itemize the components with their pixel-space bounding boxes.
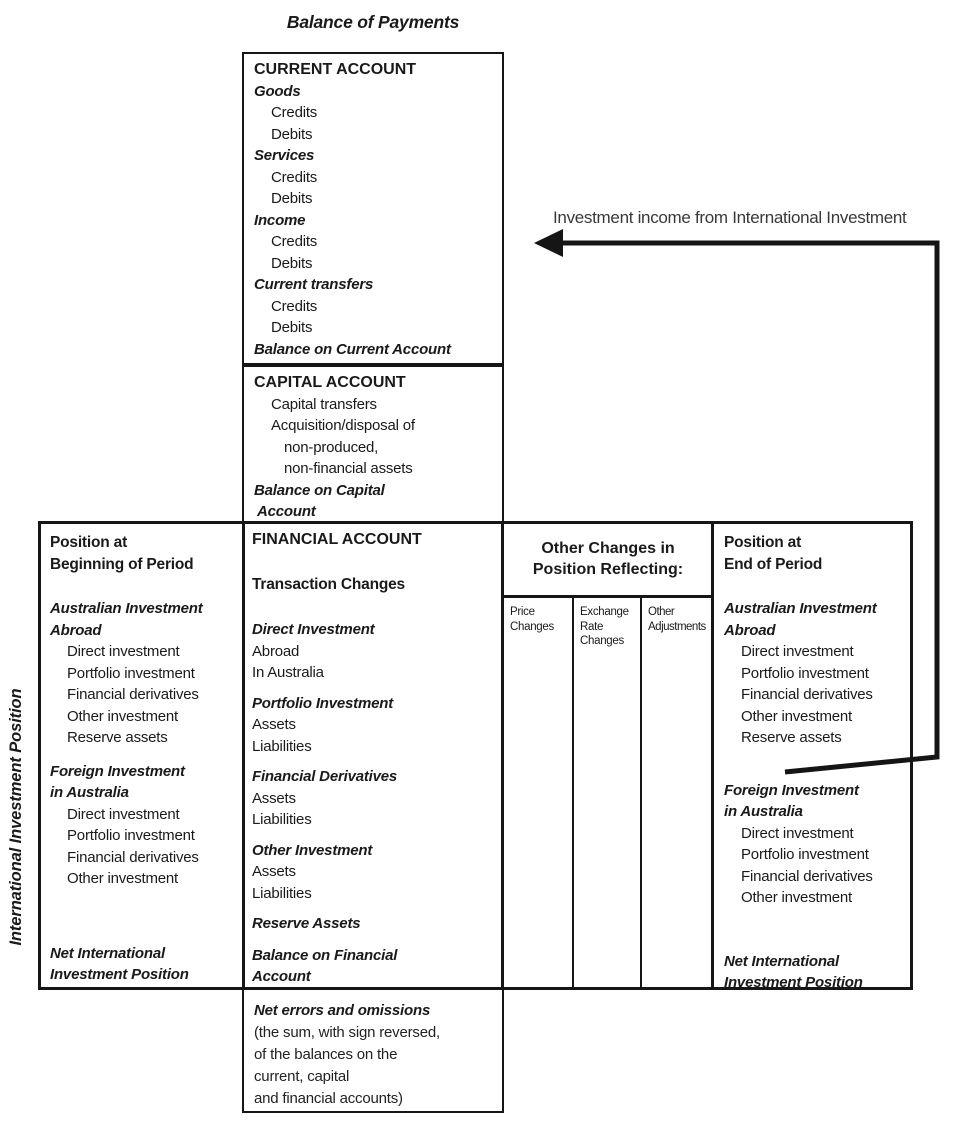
balance-financial-line2: Account [252, 968, 311, 985]
goods-debits: Debits [271, 125, 313, 143]
net-errors-line4: and financial accounts) [254, 1090, 403, 1107]
net-errors-line1: (the sum, with sign reversed, [254, 1024, 440, 1041]
net-errors-box [242, 988, 504, 1113]
current-transfers-debits: Debits [271, 319, 313, 336]
direct-in-australia: In Australia [252, 664, 324, 681]
portfolio-investment-label: Portfolio Investment [252, 694, 394, 712]
pos-begin-heading-line1: Position at [50, 534, 128, 551]
balance-capital-line2: Account [257, 503, 316, 520]
position-beginning-cell [50, 532, 240, 986]
begin-aia-label-line1: Australian Investment [50, 600, 203, 617]
other-changes-header-underline [501, 595, 714, 598]
begin-fia-label-line1: Foreign Investment [50, 762, 185, 780]
financial-account-heading: FINANCIAL ACCOUNT [252, 531, 422, 548]
end-aia-direct: Direct investment [741, 643, 854, 660]
investment-income-arrow-label: Investment income from International Investment [553, 208, 907, 227]
current-account-box [242, 52, 504, 365]
balance-financial-line1: Balance on Financial [252, 946, 398, 964]
begin-aia-other: Other investment [67, 707, 179, 725]
non-produced: non-produced, [284, 438, 379, 456]
end-fia-portfolio: Portfolio investment [741, 846, 869, 863]
begin-fia-portfolio: Portfolio investment [67, 827, 195, 844]
income-label: Income [254, 211, 306, 229]
other-changes-line1: Other Changes in [541, 540, 675, 557]
services-label: Services [254, 147, 315, 164]
begin-fia-direct: Direct investment [67, 805, 180, 823]
reserve-assets-label: Reserve Assets [252, 915, 361, 932]
acquisition-disposal: Acquisition/disposal of [271, 417, 415, 434]
end-net-iip-line1: Net International [724, 952, 839, 970]
end-aia-label-line2: Abroad [724, 621, 776, 639]
begin-aia-derivatives: Financial derivatives [67, 686, 199, 703]
direct-abroad: Abroad [252, 642, 300, 660]
portfolio-liabilities: Liabilities [252, 737, 312, 755]
direct-investment-label: Direct Investment [252, 621, 375, 638]
other-changes-line2: Position Reflecting: [532, 561, 684, 578]
transaction-changes-heading: Transaction Changes [252, 575, 405, 593]
other-investment-label: Other Investment [252, 841, 373, 859]
end-fia-label-line1: Foreign Investment [724, 781, 859, 799]
band-separator-center [501, 521, 504, 990]
band-separator-right [711, 521, 714, 990]
column-other-adjustments: Other Adjustments [648, 606, 706, 633]
other-assets: Assets [252, 863, 296, 880]
goods-credits: Credits [271, 104, 318, 121]
pos-end-heading-line1: Position at [724, 534, 802, 551]
begin-fia-derivatives: Financial derivatives [67, 848, 199, 866]
begin-net-iip-line1: Net International [50, 944, 165, 962]
arrow-head [534, 229, 563, 257]
capital-account-box [242, 365, 504, 523]
services-debits: Debits [271, 190, 313, 207]
end-aia-reserve: Reserve assets [741, 729, 842, 746]
end-fia-direct: Direct investment [741, 824, 854, 842]
begin-aia-label-line2: Abroad [50, 621, 102, 639]
end-fia-derivatives: Financial derivatives [741, 867, 873, 885]
column-price-changes: Price Changes [510, 606, 554, 633]
balance-current-account: Balance on Current Account [254, 340, 451, 358]
end-net-iip-line2: Investment Position [724, 974, 863, 991]
financial-account-cell [252, 529, 496, 988]
income-credits: Credits [271, 233, 318, 250]
current-transfers-credits: Credits [271, 297, 318, 315]
balance-capital-line1: Balance on Capital [254, 481, 385, 499]
column-separator-1 [572, 596, 574, 988]
income-debits: Debits [271, 254, 313, 272]
other-changes-header [505, 524, 711, 594]
begin-aia-portfolio: Portfolio investment [67, 664, 195, 682]
begin-net-iip-line2: Investment Position [50, 966, 189, 983]
current-transfers-label: Current transfers [254, 276, 374, 293]
net-errors-heading: Net errors and omissions [254, 1002, 431, 1019]
begin-fia-label-line2: in Australia [50, 784, 129, 801]
iip-rotated-label: International Investment Position [7, 688, 25, 946]
column-exchange-rate-changes: Exchange Rate Changes [580, 606, 629, 647]
begin-aia-reserve: Reserve assets [67, 729, 168, 746]
financial-derivatives-label: Financial Derivatives [252, 768, 398, 785]
band-separator-left [242, 521, 245, 990]
begin-aia-direct: Direct investment [67, 643, 180, 660]
end-aia-other: Other investment [741, 707, 853, 725]
other-liabilities: Liabilities [252, 884, 312, 902]
end-fia-other: Other investment [741, 889, 853, 906]
current-account-heading: CURRENT ACCOUNT [254, 61, 417, 78]
pos-end-heading-line2: End of Period [724, 555, 823, 573]
end-aia-label-line1: Australian Investment [724, 600, 877, 617]
pos-begin-heading-line2: Beginning of Period [50, 555, 194, 573]
goods-label: Goods [254, 82, 301, 100]
end-aia-derivatives: Financial derivatives [741, 686, 873, 703]
services-credits: Credits [271, 168, 318, 186]
capital-transfers: Capital transfers [271, 395, 377, 413]
net-errors-line2: of the balances on the [254, 1046, 398, 1063]
net-errors-line3: current, capital [254, 1068, 350, 1085]
portfolio-assets: Assets [252, 716, 296, 733]
column-separator-2 [640, 596, 642, 988]
derivatives-assets: Assets [252, 789, 296, 807]
position-end-cell [724, 532, 909, 994]
end-aia-portfolio: Portfolio investment [741, 664, 869, 682]
diagram-title: Balance of Payments [286, 12, 460, 32]
end-fia-label-line2: in Australia [724, 803, 803, 820]
capital-account-heading: CAPITAL ACCOUNT [254, 374, 406, 391]
non-financial-assets: non-financial assets [284, 460, 413, 477]
begin-fia-other: Other investment [67, 870, 179, 887]
derivatives-liabilities: Liabilities [252, 811, 312, 828]
